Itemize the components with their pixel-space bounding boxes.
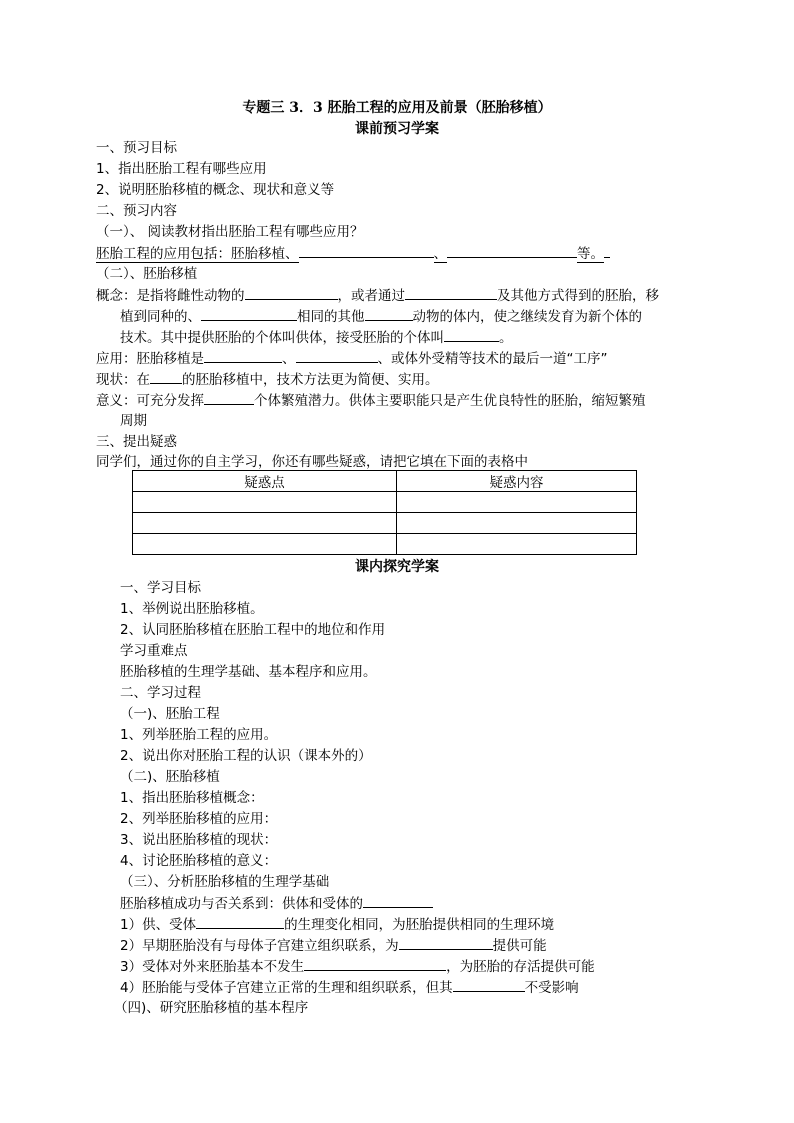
basis-text: 提供可能: [492, 938, 547, 954]
answer-blank[interactable]: [204, 348, 282, 363]
answer-blank[interactable]: [150, 369, 182, 384]
answer-blank[interactable]: [444, 327, 499, 342]
table-cell[interactable]: [397, 534, 637, 555]
concept-line-1: [96, 285, 659, 306]
basis-text: 不受影响: [524, 980, 579, 996]
answer-blank[interactable]: [245, 285, 338, 300]
question-1: （一）、 阅读教材指出胚胎工程有哪些应用？: [96, 224, 364, 240]
concept-text: 。: [499, 330, 513, 346]
inclass-goals-heading: 一、学习目标: [120, 580, 201, 596]
part-1-heading: （一)、胚胎工程: [120, 706, 220, 722]
basis-line-1: [120, 914, 554, 935]
separator-text: 、: [433, 246, 447, 262]
part-2-item-2: 2、列举胚胎移植的应用：: [120, 811, 278, 827]
concept-text: 概念：是指将雌性动物的: [96, 288, 245, 304]
table-row: [133, 513, 637, 534]
basis-line-4: [120, 977, 579, 998]
table-cell[interactable]: [397, 492, 637, 513]
concept-line-2: [120, 306, 642, 327]
basis-line-2: [120, 935, 547, 956]
doubts-heading: 三、提出疑惑: [96, 434, 177, 450]
meaning-text: 个体繁殖潜力。供体主要职能只是产生优良特性的胚胎，缩短繁殖: [254, 393, 646, 409]
application-text: 胚胎工程的应用包括：胚胎移植、: [96, 246, 299, 262]
table-row: [133, 534, 637, 555]
part-2-item-1: 1、指出胚胎移植概念：: [120, 790, 264, 806]
part-3-key-line: [120, 893, 433, 914]
header-doubt-content: 疑惑内容: [397, 471, 637, 492]
application-line: [96, 243, 610, 264]
meaning-text: 意义：可充分发挥: [96, 393, 204, 409]
table-cell[interactable]: [133, 492, 397, 513]
answer-blank[interactable]: [201, 306, 297, 321]
page-title: 专题三 3．3 胚胎工程的应用及前景（胚胎移植）: [242, 100, 552, 116]
key-difficulty-heading: 学习重难点: [120, 643, 188, 659]
answer-blank[interactable]: [363, 893, 433, 908]
concept-text: 及其他方式得到的胚胎，移: [497, 288, 659, 304]
inclass-section-title: 课内探究学案: [355, 559, 439, 575]
use-text: 应用：胚胎移植是: [96, 351, 204, 367]
status-text: 现状：在: [96, 372, 150, 388]
inclass-goal-1: 1、举例说出胚胎移植。: [120, 601, 264, 617]
part-3-heading: （三）、分析胚胎移植的生理学基础: [120, 874, 330, 890]
table-cell[interactable]: [397, 513, 637, 534]
use-text: 、或体外受精等技术的最后一道“工序”: [377, 351, 608, 367]
use-line: [96, 348, 608, 369]
inclass-goal-2: 2、认同胚胎移植在胚胎工程中的地位和作用: [120, 622, 386, 638]
preview-content-heading: 二、预习内容: [96, 203, 177, 219]
table-header-row: [133, 471, 637, 492]
part-1-item-1: 1、列举胚胎工程的应用。: [120, 727, 278, 743]
doubts-table: [132, 470, 637, 555]
preview-goal-2: 2、说明胚胎移植的概念、现状和意义等: [96, 182, 335, 198]
key-difficulty-text: 胚胎移植的生理学基础、基本程序和应用。: [120, 664, 377, 680]
part-3-text: 胚胎移植成功与否关系到：供体和受体的: [120, 896, 363, 912]
part-2-item-3: 3、说出胚胎移植的现状：: [120, 832, 278, 848]
header-doubt-point: 疑惑点: [133, 471, 397, 492]
answer-blank[interactable]: [304, 956, 446, 971]
basis-line-3: [120, 956, 595, 977]
concept-text: 植到同种的、: [120, 309, 201, 325]
basis-text: 2）早期胚胎没有与母体子宫建立组织联系，为: [120, 938, 399, 954]
concept-text: 技术。其中提供胚胎的个体叫供体，接受胚胎的个体叫: [120, 330, 444, 346]
answer-blank[interactable]: [405, 285, 497, 300]
status-line: [96, 369, 439, 390]
answer-blank[interactable]: [296, 348, 378, 363]
concept-text: 动物的体内，使之继续发育为新个体的: [412, 309, 642, 325]
table-cell[interactable]: [133, 513, 397, 534]
answer-blank[interactable]: [365, 306, 413, 321]
basis-text: 1）供、受体: [120, 917, 197, 933]
etc-text: 等。: [577, 246, 604, 262]
answer-blank[interactable]: [196, 914, 284, 929]
doubts-intro: 同学们，通过你的自主学习，你还有哪些疑惑，请把它填在下面的表格中: [96, 454, 528, 470]
preview-section-title: 课前预习学案: [355, 121, 439, 137]
part-1-item-2: 2、说出你对胚胎工程的认识（课本外的）: [120, 748, 372, 764]
concept-line-3: [120, 327, 513, 348]
basis-text: 的生理变化相同，为胚胎提供相同的生理环境: [284, 917, 555, 933]
meaning-line-2: 周期: [120, 413, 147, 429]
answer-blank[interactable]: [399, 935, 493, 950]
process-heading: 二、学习过程: [120, 685, 201, 701]
status-text: 的胚胎移植中，技术方法更为简便、实用。: [182, 372, 439, 388]
question-2: （二）、胚胎移植: [96, 266, 198, 282]
meaning-line: [96, 390, 646, 411]
part-2-heading: （二)、胚胎移植: [120, 769, 220, 785]
concept-text: ，或者通过: [337, 288, 405, 304]
use-text: 、: [282, 351, 296, 367]
basis-text: 3）受体对外来胚胎基本不发生: [120, 959, 305, 975]
underline-tail: [604, 243, 610, 258]
basis-text: ，为胚胎的存活提供可能: [446, 959, 595, 975]
answer-blank[interactable]: [453, 977, 525, 992]
answer-blank[interactable]: [204, 390, 254, 405]
basis-text: 4）胚胎能与受体子宫建立正常的生理和组织联系，但其: [120, 980, 453, 996]
table-row: [133, 492, 637, 513]
table-cell[interactable]: [133, 534, 397, 555]
preview-goal-1: 1、指出胚胎工程有哪些应用: [96, 161, 267, 177]
preview-goals-heading: 一、预习目标: [96, 140, 177, 156]
answer-blank[interactable]: [299, 243, 434, 258]
answer-blank[interactable]: [447, 243, 577, 258]
part-4-heading: （四)、研究胚胎移植的基本程序: [114, 1000, 309, 1016]
part-2-item-4: 4、讨论胚胎移植的意义：: [120, 853, 278, 869]
concept-text: 相同的其他: [297, 309, 365, 325]
